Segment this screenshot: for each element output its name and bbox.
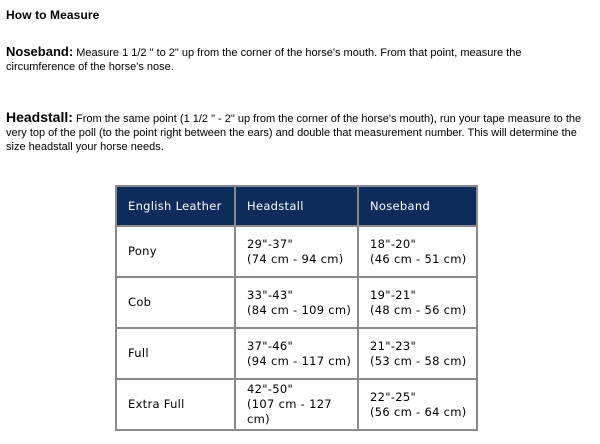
noseband-inches: 19"-21": [370, 287, 417, 302]
noseband-cell: [358, 328, 477, 379]
headstall-cm: (74 cm - 94 cm): [247, 251, 344, 266]
headstall-inches: 37"-46": [247, 338, 294, 353]
noseband-instructions: [6, 45, 592, 74]
table-header-row: [116, 186, 477, 226]
header-noseband: Noseband: [358, 186, 477, 226]
headstall-cm: (94 cm - 117 cm): [247, 353, 352, 368]
noseband-cm: (46 cm - 51 cm): [370, 251, 467, 266]
headstall-cell: [235, 226, 358, 277]
headstall-cell: [235, 277, 358, 328]
headstall-inches: 33"-43": [247, 287, 294, 302]
headstall-heading: Headstall:: [6, 109, 73, 125]
noseband-cell: [358, 226, 477, 277]
header-english-leather: English Leather: [116, 186, 235, 226]
noseband-cell: [358, 379, 477, 430]
noseband-text: Measure 1 1/2 " to 2" up from the corner of the horse's mouth. From that point, measure the circumference of the horse's nose.: [6, 47, 522, 73]
header-headstall: Headstall: [235, 186, 358, 226]
table-row-full: [116, 328, 477, 379]
table-row-extra-full: [116, 379, 477, 430]
headstall-cm: (107 cm - 127 cm): [247, 397, 332, 426]
headstall-cm: (84 cm - 109 cm): [247, 302, 352, 317]
noseband-heading: Noseband:: [6, 44, 74, 59]
size-chart-table: [115, 185, 478, 431]
page-title: How to Measure: [6, 8, 100, 22]
noseband-cm: (48 cm - 56 cm): [370, 302, 467, 317]
noseband-cm: (53 cm - 58 cm): [370, 353, 467, 368]
headstall-cell: [235, 379, 358, 430]
noseband-inches: 21"-23": [370, 338, 417, 353]
size-label: Pony: [116, 226, 235, 277]
noseband-cm: (56 cm - 64 cm): [370, 404, 467, 419]
size-label: Cob: [116, 277, 235, 328]
headstall-cell: [235, 328, 358, 379]
headstall-instructions: [6, 110, 592, 154]
headstall-text: From the same point (1 1/2 " - 2" up from the corner of the horse's mouth), run your tape measure to the very top of the poll (to the point right between the ears) and double that measurement number. This will determine the size headstall your horse needs.: [6, 113, 582, 153]
noseband-inches: 22"-25": [370, 389, 417, 404]
headstall-inches: 42"-50": [247, 382, 294, 396]
size-label: Extra Full: [116, 379, 235, 430]
table-row-cob: [116, 277, 477, 328]
noseband-inches: 18"-20": [370, 236, 417, 251]
size-label: Full: [116, 328, 235, 379]
headstall-inches: 29"-37": [247, 236, 294, 251]
table-row-pony: [116, 226, 477, 277]
noseband-cell: [358, 277, 477, 328]
